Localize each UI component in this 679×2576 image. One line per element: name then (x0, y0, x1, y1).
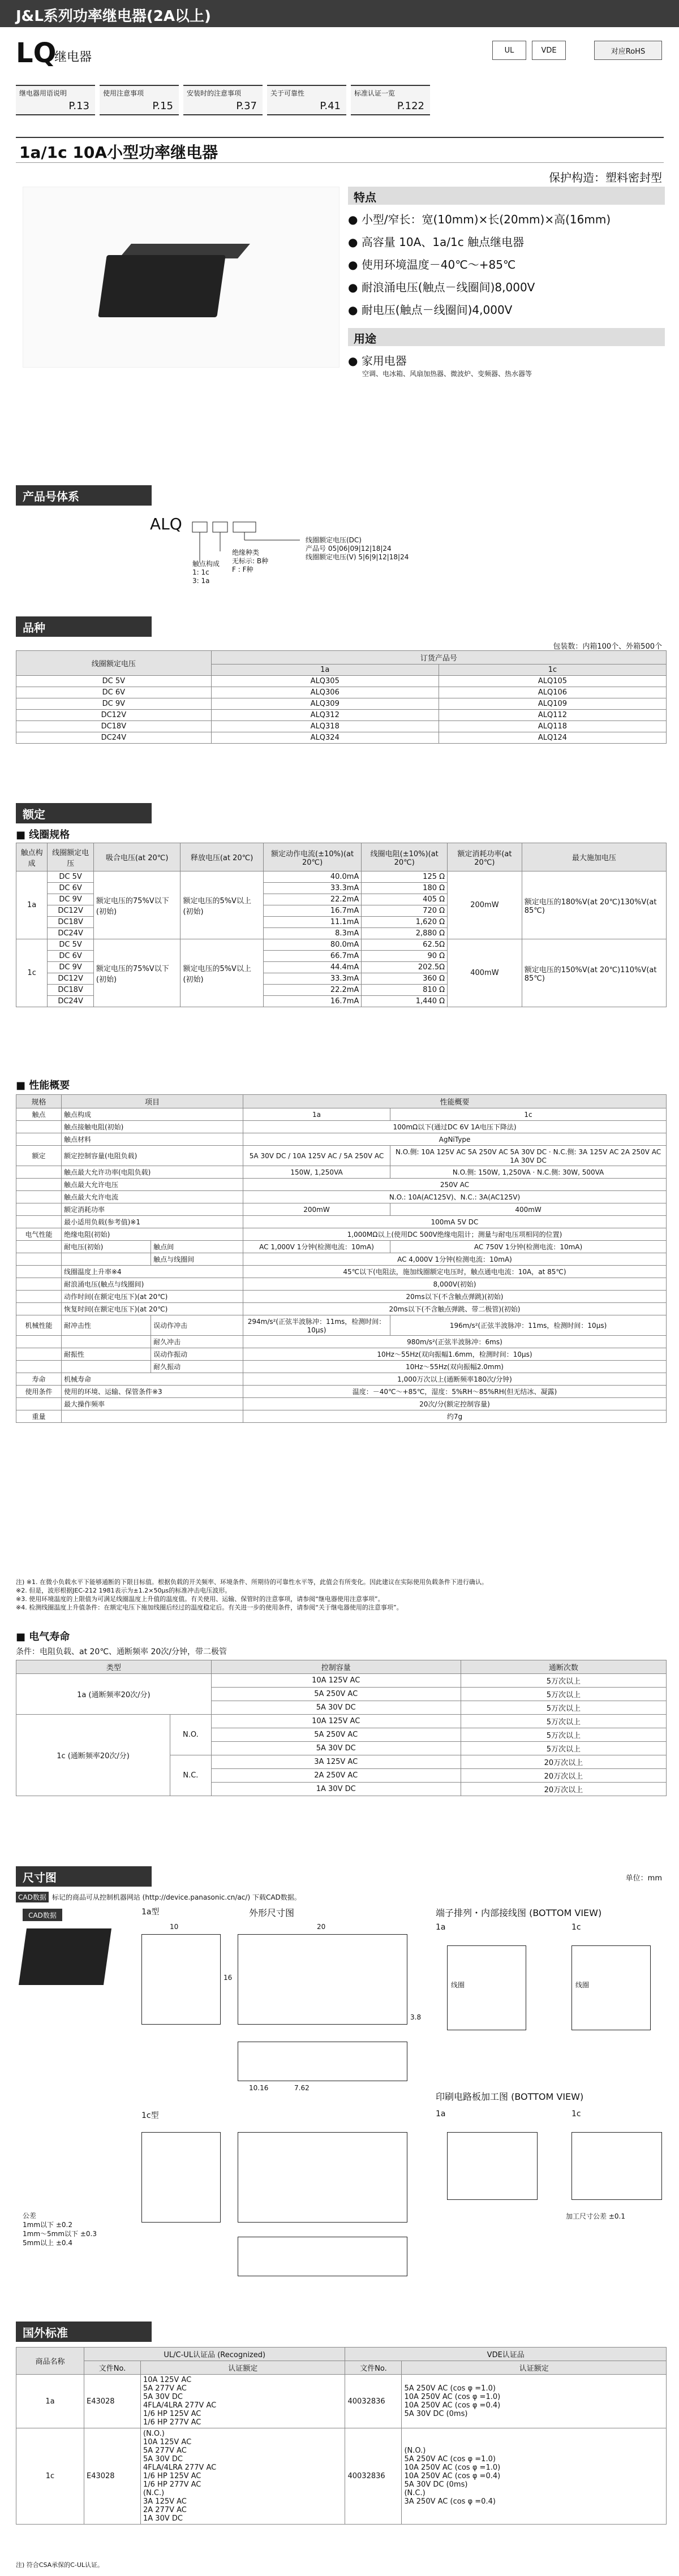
protection-text: 保护构造：塑料密封型 (549, 171, 662, 184)
table-row: 1c DC 5V 额定电压的75%V以下(初始) 额定电压的5%V以上(初始) 80.0mA 62.5Ω 400mW 额定电压的150%V(at 20℃)110%V(at 85℃) (16, 939, 667, 951)
rating-line: 5A 30V DC (0ms) (404, 2480, 468, 2489)
perf-heading: ■ 性能概要 (16, 1080, 70, 1091)
series-title: J&L系列功率继电器(2A以上) (16, 8, 211, 25)
pcb-tolerance: 加工尺寸公差 ±0.1 (566, 2212, 625, 2220)
table-row: N.C. 3A 125V AC 20万次以上 (16, 1755, 667, 1769)
table-row: DC18V ALQ318 ALQ118 (16, 721, 667, 732)
section-part-number: 产品号体系 (16, 485, 152, 506)
table-row: DC 9V ALQ309 ALQ109 (16, 698, 667, 710)
life-heading: ■ 电气寿命 (16, 1631, 70, 1643)
coil-spec-heading: ■ 线圈规格 (16, 829, 70, 841)
table-row: DC 6V 33.3mA 180 Ω (16, 883, 667, 894)
pcb-1c-diagram (571, 2132, 662, 2200)
coil-legend: 线圈额定电压(DC) 产品号 05|06|09|12|18|24 线圈额定电压(V) 5|6|9|12|18|24 (306, 536, 409, 561)
rating-line: 10A 250V AC (cos φ =0.4) (404, 2472, 501, 2480)
relay-body (98, 255, 225, 317)
table-row: 额定消耗功率 200mW 400mW (16, 1203, 667, 1216)
table-row: 1c (通断频率20次/分) N.O. 10A 125V AC 5万次以上 (16, 1715, 667, 1728)
rating-line: 1/6 HP 277V AC (143, 2418, 201, 2427)
table-row: 触点 触点构成 1a 1c (16, 1108, 667, 1121)
dim-width: 20 (317, 1923, 326, 1931)
table-row: 耐浪涌电压(触点与线圈间) 8,000V(初始) (16, 1278, 667, 1291)
rating-line: 4FLA/4LRA 277V AC (143, 2401, 217, 2410)
table-row: 1a (通断频率20次/分) 10A 125V AC 5万次以上 (16, 1674, 667, 1688)
rating-line: 5A 30V DC (0ms) (404, 2410, 468, 2418)
table-row: DC24V ALQ324 ALQ124 (16, 732, 667, 744)
pack-qty: 包装数：内箱100个、外箱500个 (553, 642, 662, 651)
outline-1c-bottom (238, 2237, 407, 2276)
rating-line: (N.O.) (404, 2446, 426, 2455)
table-row: DC12V ALQ312 ALQ112 (16, 710, 667, 721)
table-row: DC18V 22.2mA 810 Ω (16, 985, 667, 996)
table-row: 1a E43028 10A 125V AC 5A 277V AC 5A 30V DC 4FLA/4LRA 277V AC 1/6 HP 125V AC 1/6 HP 277V AC 40032836 5A 250V AC (cos φ =1.0) 10A 250V AC (cos φ =1.0) 10A 250V AC (cos φ =0.4) 5A 30V DC (0ms) (16, 2375, 667, 2428)
table-row: DC12V 33.3mA 360 Ω (16, 973, 667, 985)
use-heading: 用途 (348, 328, 665, 346)
rating-line: 5A 30V DC (143, 2393, 183, 2401)
dim-height: 16 (224, 1974, 233, 1982)
perf-notes: 注) ※1. 在微小负载水平下能够通断的下限目标值。根据负载的开关频率、环境条件、所期待的可靠性水平等，此值会有所变化。因此建议在实际使用负载条件下进行确认。 ※2. 但是，波形根据JEC-212 1981表示为±1.2×50μs的标准冲击电压波形。 ※3. 使用环境温度的上限值为可满足线圈温度上升值的温度值。有关使用、运输、保管时的注意事项，请参阅“继电器使用注意事项”。 ※4. 检测线圈温度上升值条件：在额定电压下施加线圈后经过的温度稳定后。有关进一步的使用条件，请参阅“关于继电器使用的注意事项”。 (16, 1578, 488, 1611)
section-types: 品种 (16, 616, 152, 637)
terminal-1a-diagram: 线圈 (447, 1945, 526, 2030)
table-row: 触点最大允许电流 N.O.: 10A(AC125V)、N.C.: 3A(AC125V) (16, 1191, 667, 1203)
performance-table: 规格 项目 性能概要 触点 触点构成 1a 1c 触点接触电阻(初始) 100mΩ以下(通过DC 6V 1A电压下降法) 触点材料 AgNiType 额定 额定控制容量(电阻负载) 5A 30V DC / 10A 125V AC / 5A 250V AC N.O.侧: 10A 125V AC 5A 250V AC 5A 30V DC · N.C.侧: 3A 125V AC 2A 250V AC 1A 30V DC 触点最大允许功率(电阻负载) 150W, 1,250VA N.O.侧: 150W, 1,250VA · N.C.侧: 30W, 500VA 触点最大允许电压 250V AC 触点最大允许电流 N.O.: 10A(AC125V)、N.C.: 3A(AC125V) 额定消耗功率 200mW 400mW 最小适用负载(参考值)※1 100mA 5V DC 电气性能 绝缘电阻(初始) 1,000MΩ以上(使用DC 500V绝缘电阻计；测量与耐电压项相同的位置) 耐电压(初始) 触点间 AC 1,000V 1分钟(检测电流：10mA) AC 750V 1分钟(检测电流：10mA) 触点与线圈间 AC 4,000V 1分钟(检测电流：10mA) 线圈温度上升率※4 45℃以下(电阻法，施加线圈额定电压时，触点通电电流：10A，at 85℃) 耐浪涌电压(触点与线圈间) 8,000V(初始) 动作时间(在额定电压下)(at 20℃) 20ms以下(不含触点弹跳)(初始) 恢复时间(在额定电压下)(at 20℃) 20ms以下(不含触点弹跳、带二极管)(初始) 机械性能 耐冲击性 误动作冲击 294m/s²(正弦半波脉冲：11ms，检测时间：10μs) 196m/s²(正弦半波脉冲：11ms，检测时间：10μs) 耐久冲击 980m/s²(正弦半波脉冲：6ms) 耐振性 误动作振动 10Hz～55Hz(双向振幅1.6mm，检测时间：10μs) 耐久振动 10Hz～55Hz(双向振幅2.0mm) 寿命 机械寿命 1,000万次以上(通断频率180次/分钟) 使用条件 使用的环境、运输、保管条件※3 温度：－40℃～+85℃，湿度：5%RH～85%RH(但无结冰、凝露) 最大操作频率 20次/分(额定控制容量) 重量 约7g (16, 1094, 667, 1423)
table-row: 额定 额定控制容量(电阻负载) 5A 30V DC / 10A 125V AC / 5A 250V AC N.O.侧: 10A 125V AC 5A 250V AC 5A 30V DC · N.C.侧: 3A 125V AC 2A 250V AC 1A 30V DC (16, 1146, 667, 1166)
tolerance-block: 公差 1mm以下 ±0.2 1mm～5mm以下 ±0.3 5mm以上 ±0.4 (23, 2212, 97, 2247)
table-row: 耐久冲击 980m/s²(正弦半波脉冲：6ms) (16, 1336, 667, 1348)
outline-1a-bottom (238, 2042, 407, 2081)
standards-table: 商品名称 UL/C-UL认证品 (Recognized) VDE认证品 文件No. 认证额定 文件No. 认证额定 1a E43028 10A 125V AC 5A 277V AC 5A 30V DC 4FLA/4LRA 277V AC 1/6 HP 125V AC 1/6 HP 277V AC 40032836 5A 250V AC (cos φ =1.0) 10A 250V AC (cos φ =1.0) 10A 250V AC (cos φ =0.4) 5A 30V DC (0ms) 1c E43028 (N.O.) 10A 125V AC 5A 277V AC 5A 30V DC 4FLA/4LRA 277V AC 1/6 HP 125V AC 1/6 HP 277V AC (N.C.) 3A 125V AC 2A 277V AC 1A 30V DC 40032836 (N.O.) 5A 250V AC (cos φ =1.0) 10A 250V AC (cos φ =1.0) 10A 250V AC (cos φ =0.4) 5A 30V DC (0ms) (N.C.) 3A 250V AC (cos φ =0.4) (16, 2347, 667, 2525)
life-conditions: 条件：电阻负载、at 20℃、通断频率 20次/分钟，带二极管 (16, 1647, 227, 1656)
rating-line: 1/6 HP 277V AC (143, 2480, 201, 2489)
ul-mark-icon: UL (492, 41, 526, 60)
section-rating: 额定 (16, 803, 152, 823)
terminal-1a-label: 1a (436, 1923, 446, 1932)
rating-line: 10A 250V AC (cos φ =1.0) (404, 2393, 501, 2401)
nav-mounting[interactable]: 安装时的注意事项 P.37 (183, 85, 263, 115)
contact-legend: 触点构成 1: 1c 3: 1a (192, 560, 220, 585)
rating-line: 3A 250V AC (cos φ =0.4) (404, 2497, 496, 2506)
outline-1c-side (238, 2132, 407, 2223)
outline-1a-side (238, 1934, 407, 2025)
table-row: DC 6V 66.7mA 90 Ω (16, 951, 667, 962)
part-prefix: ALQ (150, 515, 182, 533)
rating-line: 10A 125V AC (143, 2376, 192, 2384)
rating-line: 5A 250V AC (cos φ =1.0) (404, 2384, 496, 2393)
table-row: 最小适用负载(参考值)※1 100mA 5V DC (16, 1216, 667, 1228)
rating-line: 3A 125V AC (143, 2497, 187, 2506)
rating-line: 1A 30V DC (143, 2514, 183, 2523)
table-row: 1c E43028 (N.O.) 10A 125V AC 5A 277V AC 5A 30V DC 4FLA/4LRA 277V AC 1/6 HP 125V AC 1/6 HP 277V AC (N.C.) 3A 125V AC 2A 277V AC 1A 30V DC 40032836 (N.O.) 5A 250V AC (cos φ =1.0) 10A 250V AC (cos φ =1.0) 10A 250V AC (cos φ =0.4) 5A 30V DC (0ms) (N.C.) 3A 250V AC (cos φ =0.4) (16, 2428, 667, 2525)
dim-pitch-2: 10.16 (249, 2084, 269, 2092)
table-row: 1A 30V DC 20万次以上 (16, 1783, 667, 1796)
features-heading: 特点 (348, 187, 665, 205)
outline-heading: 外形尺寸图 (249, 1908, 295, 1918)
dims-unit: 单位：mm (625, 1874, 662, 1883)
pcb-1c-label: 1c (571, 2109, 581, 2118)
table-row: 5A 250V AC 5万次以上 (16, 1688, 667, 1701)
table-row: 机械性能 耐冲击性 误动作冲击 294m/s²(正弦半波脉冲：11ms，检测时间：10μs) 196m/s²(正弦半波脉冲：11ms，检测时间：10μs) (16, 1315, 667, 1336)
rohs-badge: 对应RoHS (594, 41, 662, 60)
cad-notice: CAD数据 标记的商品可从控制机器网站 (http://device.panasonic.cn/ac/) 下载CAD数据。 (16, 1892, 301, 1902)
table-row: 触点材料 AgNiType (16, 1133, 667, 1146)
table-row: 使用条件 使用的环境、运输、保管条件※3 温度：－40℃～+85℃，湿度：5%RH～85%RH(但无结冰、凝露) (16, 1386, 667, 1398)
use-detail: 空调、电冰箱、风扇加热器、微波炉、变频器、热水器等 (362, 370, 532, 378)
table-row: 最大操作频率 20次/分(额定控制容量) (16, 1398, 667, 1410)
reference-links (16, 85, 430, 115)
feature-item: ● 耐电压(触点－线圈间)4,000V (348, 303, 513, 317)
rating-line: 1/6 HP 125V AC (143, 2410, 201, 2418)
table-row: 线圈温度上升率※4 45℃以下(电阻法，施加线圈额定电压时，触点通电电流：10A，at 85℃) (16, 1266, 667, 1278)
types-table: 线圈额定电压 订货产品号 1a 1c DC 5V ALQ305 ALQ105 DC 6V ALQ306 ALQ106 DC 9V ALQ309 ALQ109 DC12V ALQ312 ALQ112 DC18V ALQ318 ALQ118 DC24V ALQ324 ALQ124 (16, 650, 667, 744)
dim-pitch: 7.62 (294, 2084, 310, 2092)
coil-spec-table: 触点构成 线圈额定电压 吸合电压(at 20℃) 释放电压(at 20℃) 额定动作电流(±10%)(at 20℃) 线圈电阻(±10%)(at 20℃) 额定消耗功率(at 20℃) 最大施加电压 1a DC 5V 额定电压的75%V以下(初始) 额定电压的5%V以上(初始) 40.0mA 125 Ω 200mW 额定电压的180%V(at 20℃)130%V(at 85℃) DC 6V 33.3mA 180 Ω DC 9V 22.2mA 405 Ω DC12V 16.7mA 720 Ω DC18V 11.1mA 1,620 Ω DC24V 8.3mA 2,880 Ω 1c DC 5V 额定电压的75%V以下(初始) 额定电压的5%V以上(初始) 80.0mA 62.5Ω 400mW 额定电压的150%V(at 20℃)110%V(at 85℃) DC 6V 66.7mA 90 Ω DC 9V 44.4mA 202.5Ω DC12V 33.3mA 360 Ω DC18V 22.2mA 810 Ω DC24V 16.7mA 1,440 Ω (16, 843, 667, 1007)
vde-mark-icon: VDE (532, 41, 566, 60)
table-row: DC 9V 22.2mA 405 Ω (16, 894, 667, 905)
relay-thumbnail (19, 1928, 111, 1985)
rating-line: 4FLA/4LRA 277V AC (143, 2463, 217, 2472)
nav-usage[interactable]: 使用注意事项 P.15 (100, 85, 179, 115)
rating-line: 1/6 HP 125V AC (143, 2472, 201, 2480)
rating-line: (N.C.) (404, 2489, 426, 2497)
nav-reliability[interactable]: 关于可靠性 P.41 (267, 85, 346, 115)
rating-line: 5A 277V AC (143, 2384, 187, 2393)
table-row: 5A 30V DC 5万次以上 (16, 1742, 667, 1755)
outline-1a-front (141, 1934, 221, 2025)
feature-item: ● 耐浪涌电压(触点－线圈间)8,000V (348, 281, 535, 294)
insulation-legend: 绝缘种类 无标示: B种 F : F种 (232, 549, 269, 573)
nav-terms[interactable]: 继电器用语说明 P.13 (16, 85, 95, 115)
table-row: 耐振性 误动作振动 10Hz～55Hz(双向振幅1.6mm，检测时间：10μs) (16, 1348, 667, 1361)
table-row: 寿命 机械寿命 1,000万次以上(通断频率180次/分钟) (16, 1373, 667, 1386)
product-photo (23, 187, 340, 368)
pcb-1a-diagram (447, 2132, 538, 2200)
table-row: 动作时间(在额定电压下)(at 20℃) 20ms以下(不含触点弹跳)(初始) (16, 1291, 667, 1303)
rating-line: 5A 30V DC (143, 2455, 183, 2463)
terminal-1c-label: 1c (571, 1923, 581, 1932)
dim-depth: 10 (170, 1923, 179, 1931)
dim-pin: 3.8 (410, 2013, 422, 2021)
section-dimensions: 尺寸图 (16, 1866, 152, 1887)
table-row: 1a DC 5V 额定电压的75%V以下(初始) 额定电压的5%V以上(初始) 40.0mA 125 Ω 200mW 额定电压的180%V(at 20℃)130%V(at 85℃) (16, 871, 667, 883)
standards-note: 注) 符合CSA承保的C-UL认证。 (16, 2561, 104, 2569)
model-name: LQ (16, 37, 57, 69)
table-row: 恢复时间(在额定电压下)(at 20℃) 20ms以下(不含触点弹跳、带二极管)(初始) (16, 1303, 667, 1315)
table-row: DC 5V ALQ305 ALQ105 (16, 676, 667, 687)
rating-line: (N.C.) (143, 2489, 165, 2497)
rating-line: (N.O.) (143, 2430, 165, 2438)
rating-line: 10A 250V AC (cos φ =0.4) (404, 2401, 501, 2410)
table-row: 5A 250V AC 5万次以上 (16, 1728, 667, 1742)
cad-data-button[interactable]: CAD数据 (23, 1909, 62, 1921)
pcb-1a-label: 1a (436, 2109, 446, 2118)
type-1c-label: 1c型 (141, 2111, 159, 2120)
section-standards: 国外标准 (16, 2322, 152, 2342)
outline-1c-front (141, 2132, 221, 2223)
rating-line: 10A 125V AC (143, 2438, 192, 2446)
table-row: 触点最大允许电压 250V AC (16, 1179, 667, 1191)
table-row: 触点与线圈间 AC 4,000V 1分钟(检测电流：10mA) (16, 1253, 667, 1266)
rating-line: 5A 277V AC (143, 2446, 187, 2455)
table-row: 触点最大允许功率(电阻负载) 150W, 1,250VA N.O.侧: 150W, 1,250VA · N.C.侧: 30W, 500VA (16, 1166, 667, 1179)
use-item: ● 家用电器 (348, 354, 407, 368)
life-table: 类型 控制容量 通断次数 1a (通断频率20次/分) 10A 125V AC 5万次以上 5A 250V AC 5万次以上 5A 30V DC 5万次以上 1c (通断频率20次/分) N.O. 10A 125V AC 5万次以上 5A 250V AC 5万次以上 5A 30V DC 5万次以上 N.C. 3A 125V AC 20万次以上 2A 250V AC 20万次以上 1A 30V DC 20万次以上 (16, 1660, 667, 1796)
table-row: 5A 30V DC 5万次以上 (16, 1701, 667, 1715)
table-row: DC24V 8.3mA 2,880 Ω (16, 928, 667, 939)
table-row: 2A 250V AC 20万次以上 (16, 1769, 667, 1783)
rating-line: 5A 250V AC (cos φ =1.0) (404, 2455, 496, 2463)
feature-item: ● 小型/窄长：宽(10mm)×长(20mm)×高(16mm) (348, 213, 611, 226)
nav-standards[interactable]: 标准认证一览 P.122 (351, 85, 430, 115)
type-1a-label: 1a型 (141, 1908, 160, 1917)
table-row: DC 9V 44.4mA 202.5Ω (16, 962, 667, 973)
table-row: 电气性能 绝缘电阻(初始) 1,000MΩ以上(使用DC 500V绝缘电阻计；测量与耐电压项相同的位置) (16, 1228, 667, 1241)
feature-item: ● 高容量 10A、1a/1c 触点继电器 (348, 235, 525, 249)
series-banner (0, 0, 679, 27)
table-row: DC 6V ALQ306 ALQ106 (16, 687, 667, 698)
table-row: 重量 约7g (16, 1410, 667, 1423)
terminal-1c-diagram: 线圈 (571, 1945, 651, 2030)
feature-item: ● 使用环境温度－40℃～+85℃ (348, 258, 516, 271)
table-row: 耐久振动 10Hz～55Hz(双向振幅2.0mm) (16, 1361, 667, 1373)
table-row: 耐电压(初始) 触点间 AC 1,000V 1分钟(检测电流：10mA) AC 750V 1分钟(检测电流：10mA) (16, 1241, 667, 1253)
product-title: 1a/1c 10A小型功率继电器 (16, 137, 664, 163)
rating-line: 10A 250V AC (cos φ =1.0) (404, 2463, 501, 2472)
pcb-heading: 印刷电路板加工图 (BOTTOM VIEW) (436, 2091, 584, 2102)
table-row: 触点接触电阻(初始) 100mΩ以下(通过DC 6V 1A电压下降法) (16, 1121, 667, 1133)
model-subtitle: 继电器 (54, 50, 92, 64)
rating-line: 2A 277V AC (143, 2506, 187, 2514)
table-row: DC24V 16.7mA 1,440 Ω (16, 996, 667, 1007)
table-row: DC18V 11.1mA 1,620 Ω (16, 917, 667, 928)
table-row: DC12V 16.7mA 720 Ω (16, 905, 667, 917)
terminal-heading: 端子排列・内部接线图 (BOTTOM VIEW) (436, 1908, 602, 1918)
